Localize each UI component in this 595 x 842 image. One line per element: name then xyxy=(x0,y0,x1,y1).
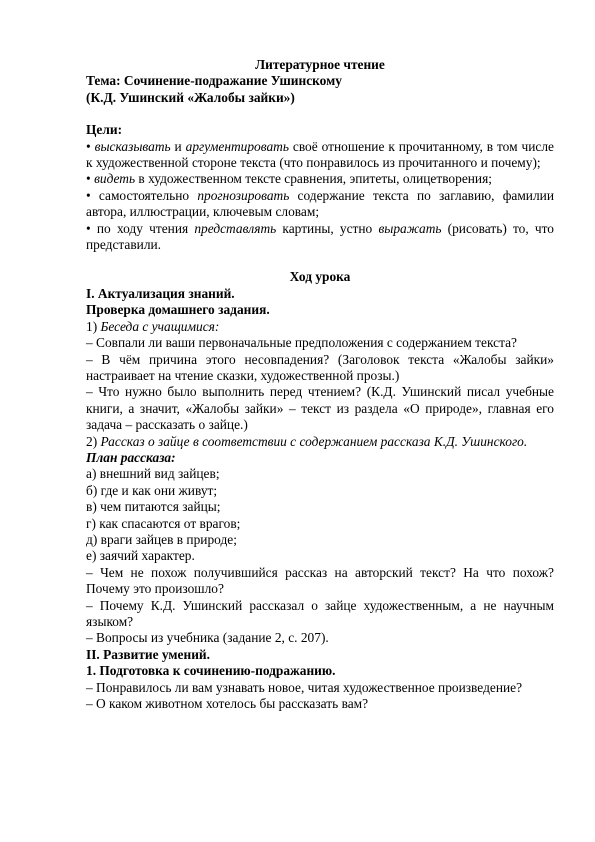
question: – О каком животном хотелось бы рассказать вам? xyxy=(86,696,369,712)
story-line xyxy=(86,434,554,450)
goal-text: содержание текста по заглавию, фамилии автора, иллюстрации, ключевым словам; xyxy=(86,187,554,220)
document-page xyxy=(86,57,554,712)
plan-item: б) где и как они живут; xyxy=(86,482,218,498)
goal-text: по ходу чтения xyxy=(90,220,195,236)
spacer xyxy=(86,106,554,122)
plan-item: в) чем питаются зайцы; xyxy=(86,499,221,515)
goal-verb: прогнозировать xyxy=(197,187,290,203)
plan-heading: План рассказа: xyxy=(86,449,176,465)
question: – Совпали ли ваши первоначальные предположения с содержанием текста? xyxy=(86,335,517,351)
goal-item xyxy=(86,188,554,221)
goal-item xyxy=(86,221,554,254)
section-heading: I. Актуализация знаний. xyxy=(86,285,235,301)
talk-title: Беседа с учащимися: xyxy=(100,318,220,334)
section-heading: II. Развитие умений. xyxy=(86,646,210,662)
plan-item: д) враги зайцев в природе; xyxy=(86,531,237,547)
plan-item: е) заячий характер. xyxy=(86,548,195,564)
goal-verb: аргументировать xyxy=(185,138,289,154)
story-title: Рассказ о зайце в соответствии с содержанием рассказа К.Д. Ушинского. xyxy=(100,433,528,449)
plan-item: а) внешний вид зайцев; xyxy=(86,466,220,482)
lesson-topic: Тема: Сочинение-подражание Ушинскому xyxy=(86,73,342,89)
item-number: 1) xyxy=(86,318,101,334)
spacer xyxy=(86,253,554,269)
goal-item xyxy=(86,139,554,172)
item-number: 2) xyxy=(86,433,101,449)
goal-verb: высказывать xyxy=(94,138,171,154)
goal-text: (рисовать) то, что представили. xyxy=(86,220,554,253)
question: – Что нужно было выполнить перед чтением? (К.Д. Ушинский писал учебные книги, а значит, «Жалобы зайки» – текст из раздела «О природе», главная его задача – рассказать о зайце.) xyxy=(86,384,554,433)
subsection-heading: 1. Подготовка к сочинению-подражанию. xyxy=(86,663,336,679)
goal-text: своё отношение к прочитанному, в том числе к художественной стороне текста (что понравилось из прочитанного и почему); xyxy=(86,138,554,171)
goal-item xyxy=(86,171,554,187)
question: – Чем не похож получившийся рассказ на авторский текст? На что похож? Почему это произошло? xyxy=(86,564,554,597)
lesson-progress-heading: Ход урока xyxy=(289,269,351,285)
question: – Почему К.Д. Ушинский рассказал о зайце художественным, а не научным языком? xyxy=(86,597,554,629)
plan-item: г) как спасаются от врагов; xyxy=(86,515,241,531)
goals-heading: Цели: xyxy=(86,122,123,138)
question: – Понравилось ли вам узнавать новое, читая художественное произведение? xyxy=(86,679,523,695)
goal-verb: видеть xyxy=(94,171,136,187)
talk-line xyxy=(86,319,554,335)
subject-title: Литературное чтение xyxy=(255,57,385,72)
goal-text: самостоятельно xyxy=(90,187,198,203)
goal-text: в художественном тексте сравнения, эпитеты, олицетворения; xyxy=(135,171,492,187)
lesson-source: (К.Д. Ушинский «Жалобы зайки») xyxy=(86,89,295,105)
goal-verb: представлять xyxy=(194,220,277,236)
goal-conj: и xyxy=(170,138,186,154)
goal-verb: выражать xyxy=(378,220,442,236)
subsection-heading: Проверка домашнего задания. xyxy=(86,302,270,318)
goal-text: картины, устно xyxy=(276,220,379,236)
question: – Вопросы из учебника (задание 2, с. 207). xyxy=(86,630,329,646)
question: – В чём причина этого несовпадения? (Заголовок текста «Жалобы зайки» настраивает на чтение сказки, художественной прозы.) xyxy=(86,351,554,383)
